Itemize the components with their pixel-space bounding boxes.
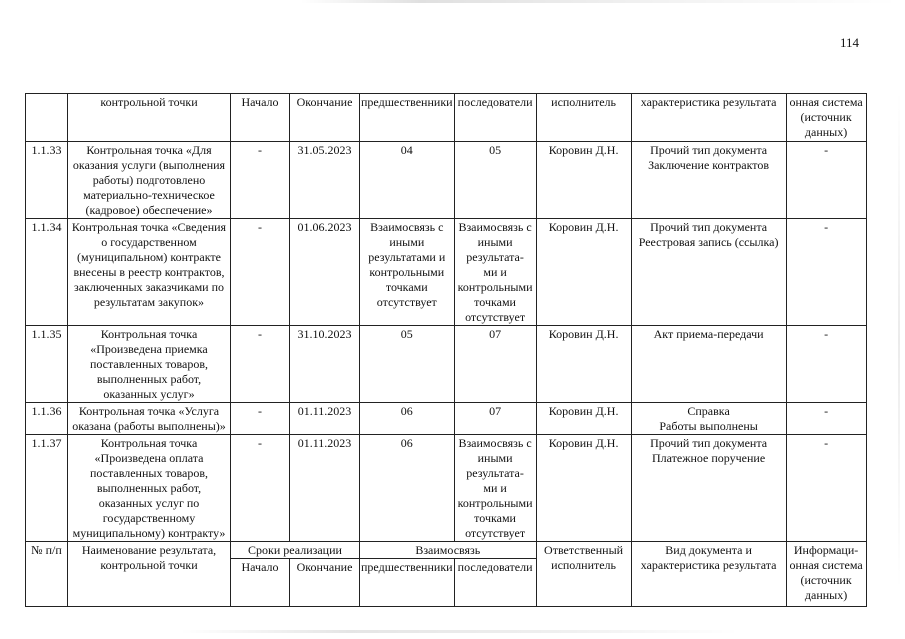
row-name-line: муниципальному) контракту»	[72, 526, 226, 540]
control-points-table	[25, 93, 867, 607]
table-row	[26, 326, 867, 403]
row-number-cell	[26, 219, 68, 326]
row-doc-cell	[631, 326, 786, 403]
row-number: 1.1.35	[31, 327, 62, 341]
row-doc-line: Платежное поручение	[651, 451, 766, 465]
row-info-cell	[786, 326, 866, 403]
row-succ-line: ми и	[483, 481, 507, 495]
row-succ-line: точками	[474, 511, 516, 525]
row-start-cell	[231, 142, 290, 219]
row-name-cell	[68, 403, 231, 435]
row-succ-line: 05	[489, 143, 502, 157]
row-doc-line: Заключение контрактов	[648, 158, 770, 172]
table-row	[26, 435, 867, 542]
row-start-cell	[231, 326, 290, 403]
row-number-cell	[26, 326, 68, 403]
row-pred-cell	[360, 142, 455, 219]
footer-end: Окончание	[296, 560, 353, 574]
row-executor-cell	[536, 403, 631, 435]
row-start-cell	[231, 219, 290, 326]
row-info: -	[824, 220, 829, 234]
row-start-cell	[231, 435, 290, 542]
header-end: Окончание	[296, 95, 353, 109]
row-name-line: (кадровое) обеспечение»	[85, 203, 213, 217]
row-end: 01.11.2023	[297, 436, 352, 450]
row-name-line: внесены в реестр контрактов,	[73, 265, 225, 279]
row-succ-line: контрольными	[457, 496, 533, 510]
row-succ-line: Взаимосвязь с	[458, 436, 532, 450]
row-succ-line: результата-	[466, 250, 524, 264]
row-doc-line: Работы выполнены	[659, 419, 758, 433]
row-number: 1.1.36	[31, 404, 62, 418]
row-doc-line: Прочий тип документа	[650, 220, 768, 234]
row-succ-cell	[454, 142, 536, 219]
row-executor-cell	[536, 326, 631, 403]
row-number: 1.1.34	[31, 220, 62, 234]
row-number: 1.1.37	[31, 436, 62, 450]
row-info: -	[824, 327, 829, 341]
header-result-cell	[631, 94, 786, 142]
footer-info-line: данных)	[804, 588, 848, 602]
row-pred-line: 06	[400, 436, 413, 450]
row-name-cell	[68, 435, 231, 542]
footer-num-cell	[26, 542, 68, 607]
row-pred-line: 06	[400, 404, 413, 418]
row-name-line: выполненных работ,	[96, 481, 202, 495]
row-name-line: Контрольная точка «Сведения	[71, 220, 227, 234]
header-name-cell	[68, 94, 231, 142]
row-succ-line: 07	[489, 327, 502, 341]
row-name-line: оказанных услуг»	[103, 387, 195, 401]
row-info-cell	[786, 435, 866, 542]
row-pred-line: отсутствует	[376, 295, 437, 309]
footer-pred-cell	[360, 559, 455, 607]
row-succ-line: точками	[474, 295, 516, 309]
row-succ-line: иными	[477, 451, 513, 465]
header-pred-cell	[360, 94, 455, 142]
row-name-line: Контрольная точка «Для	[86, 143, 212, 157]
row-pred-cell	[360, 435, 455, 542]
footer-terms-cell	[231, 542, 360, 559]
row-doc-cell	[631, 219, 786, 326]
row-end-cell	[290, 403, 360, 435]
row-end-cell	[290, 142, 360, 219]
row-name-line: «Произведена приемка	[90, 342, 208, 356]
row-executor-cell	[536, 219, 631, 326]
row-info-cell	[786, 219, 866, 326]
footer-header-row-1	[26, 542, 867, 559]
header-info-line: (источник	[800, 110, 852, 124]
row-doc-cell	[631, 403, 786, 435]
footer-doc-line: Вид документа и	[665, 543, 752, 557]
row-number: 1.1.33	[31, 143, 62, 157]
row-doc-line: Реестровая запись (ссылка)	[638, 235, 779, 249]
header-start-cell	[231, 94, 290, 142]
row-name-line: «Произведена оплата	[94, 451, 204, 465]
header-name-tail: контрольной точки	[100, 95, 198, 109]
footer-relations-cell	[360, 542, 537, 559]
row-doc-cell	[631, 435, 786, 542]
row-name-line: государственному	[102, 511, 196, 525]
footer-start: Начало	[241, 560, 279, 574]
footer-name-line: контрольной точки	[100, 558, 198, 572]
footer-terms: Сроки реализации	[248, 543, 342, 557]
footer-relations: Взаимосвязь	[415, 543, 481, 557]
row-end: 01.11.2023	[297, 404, 352, 418]
footer-name-cell	[68, 542, 231, 607]
row-succ-line: отсутствует	[465, 310, 526, 324]
row-name-line: Контрольная точка	[100, 327, 198, 341]
row-doc-line: Прочий тип документа	[650, 436, 768, 450]
row-start-cell	[231, 403, 290, 435]
row-name-line: Контрольная точка «Услуга	[78, 404, 220, 418]
row-name-line: результатам закупок»	[93, 295, 205, 309]
header-info-cell	[786, 94, 866, 142]
table-row	[26, 142, 867, 219]
row-succ-line: 07	[489, 404, 502, 418]
row-succ-line: Взаимосвязь с	[458, 220, 532, 234]
row-succ-cell	[454, 326, 536, 403]
footer-info-line: онная система	[789, 558, 863, 572]
row-succ-line: иными	[477, 235, 513, 249]
row-name-line: Контрольная точка	[100, 436, 198, 450]
row-end: 31.10.2023	[297, 327, 352, 341]
row-succ-cell	[454, 219, 536, 326]
footer-start-cell	[231, 559, 290, 607]
table-row	[26, 219, 867, 326]
row-succ-cell	[454, 403, 536, 435]
row-name-line: поставленных товаров,	[89, 466, 209, 480]
row-number-cell	[26, 142, 68, 219]
footer-executor-line: исполнитель	[551, 558, 617, 572]
row-pred-line: контрольными	[369, 265, 445, 279]
row-succ-line: контрольными	[457, 280, 533, 294]
footer-executor-line: Ответственный	[544, 543, 624, 557]
row-name-line: выполненных работ,	[96, 372, 202, 386]
row-executor: Коровин Д.Н.	[548, 436, 619, 450]
row-pred-line: иными	[389, 235, 425, 249]
row-executor: Коровин Д.Н.	[548, 143, 619, 157]
row-succ-cell	[454, 435, 536, 542]
row-pred-line: 05	[400, 327, 413, 341]
row-end-cell	[290, 435, 360, 542]
header-executor: исполнитель	[551, 95, 617, 109]
row-name-line: поставленных товаров,	[89, 357, 209, 371]
row-end-cell	[290, 219, 360, 326]
row-pred-cell	[360, 403, 455, 435]
row-name-line: заключенных заказчиками по	[73, 280, 225, 294]
row-info-cell	[786, 403, 866, 435]
row-doc-cell	[631, 142, 786, 219]
row-info: -	[824, 404, 829, 418]
footer-end-cell	[290, 559, 360, 607]
header-info-line: онная система	[789, 95, 863, 109]
footer-num: № п/п	[31, 543, 62, 557]
row-pred-line: Взаимосвязь с	[370, 220, 444, 234]
row-name-line: работы) подготовлено	[92, 173, 206, 187]
row-pred-cell	[360, 219, 455, 326]
row-end: 01.06.2023	[297, 220, 352, 234]
row-name-line: (муниципальном) контракте	[77, 250, 221, 264]
header-start: Начало	[241, 95, 279, 109]
footer-name-line: Наименование результата,	[81, 543, 217, 557]
row-name-line: оказана (работы выполнены)»	[72, 419, 226, 433]
footer-doc-line: характеристика результата	[640, 558, 777, 572]
row-info-cell	[786, 142, 866, 219]
header-successors: последователи	[457, 95, 533, 109]
scan-artifact-bottom	[180, 630, 740, 633]
row-doc-line: Справка	[687, 404, 730, 418]
header-result: характеристика результата	[640, 95, 777, 109]
row-name-cell	[68, 142, 231, 219]
row-number-cell	[26, 403, 68, 435]
row-end-cell	[290, 326, 360, 403]
header-predecessors: предшественники	[361, 95, 453, 109]
row-succ-line: отсутствует	[465, 526, 526, 540]
row-succ-line: результата-	[466, 466, 524, 480]
page-number: 114	[840, 35, 860, 50]
scan-artifact-edge	[898, 90, 900, 590]
row-name-cell	[68, 219, 231, 326]
row-pred-cell	[360, 326, 455, 403]
scan-artifact-top	[300, 0, 900, 3]
footer-successors: последователи	[457, 560, 533, 574]
footer-info-line: (источник	[800, 573, 852, 587]
row-start: -	[258, 143, 262, 157]
footer-succ-cell	[454, 559, 536, 607]
row-pred-line: результатами и	[368, 250, 446, 264]
table-row	[26, 403, 867, 435]
header-executor-cell	[536, 94, 631, 142]
row-name-line: оказанных услуг по	[98, 496, 200, 510]
row-executor: Коровин Д.Н.	[548, 220, 619, 234]
row-executor: Коровин Д.Н.	[548, 327, 619, 341]
header-continuation-row	[26, 94, 867, 142]
footer-predecessors: предшественники	[361, 560, 453, 574]
header-info-line: данных)	[804, 125, 848, 139]
row-succ-line: ми и	[483, 265, 507, 279]
row-number-cell	[26, 435, 68, 542]
row-info: -	[824, 436, 829, 450]
row-start: -	[258, 220, 262, 234]
row-pred-line: 04	[400, 143, 413, 157]
row-end: 31.05.2023	[297, 143, 352, 157]
row-pred-line: точками	[385, 280, 428, 294]
header-num-cell	[26, 94, 68, 142]
row-executor-cell	[536, 142, 631, 219]
row-executor-cell	[536, 435, 631, 542]
row-name-line: материально-техническое	[83, 188, 215, 202]
row-start: -	[258, 436, 262, 450]
footer-info-line: Информаци-	[793, 543, 859, 557]
row-name-cell	[68, 326, 231, 403]
row-start: -	[258, 404, 262, 418]
footer-doc-cell	[631, 542, 786, 607]
row-doc-line: Акт приема-передачи	[653, 327, 764, 341]
row-name-line: о государственном	[101, 235, 197, 249]
footer-info-cell	[786, 542, 866, 607]
row-start: -	[258, 327, 262, 341]
row-doc-line: Прочий тип документа	[650, 143, 768, 157]
row-name-line: оказания услуги (выполнения	[72, 158, 226, 172]
header-succ-cell	[454, 94, 536, 142]
row-executor: Коровин Д.Н.	[548, 404, 619, 418]
row-info: -	[824, 143, 829, 157]
footer-executor-cell	[536, 542, 631, 607]
header-end-cell	[290, 94, 360, 142]
